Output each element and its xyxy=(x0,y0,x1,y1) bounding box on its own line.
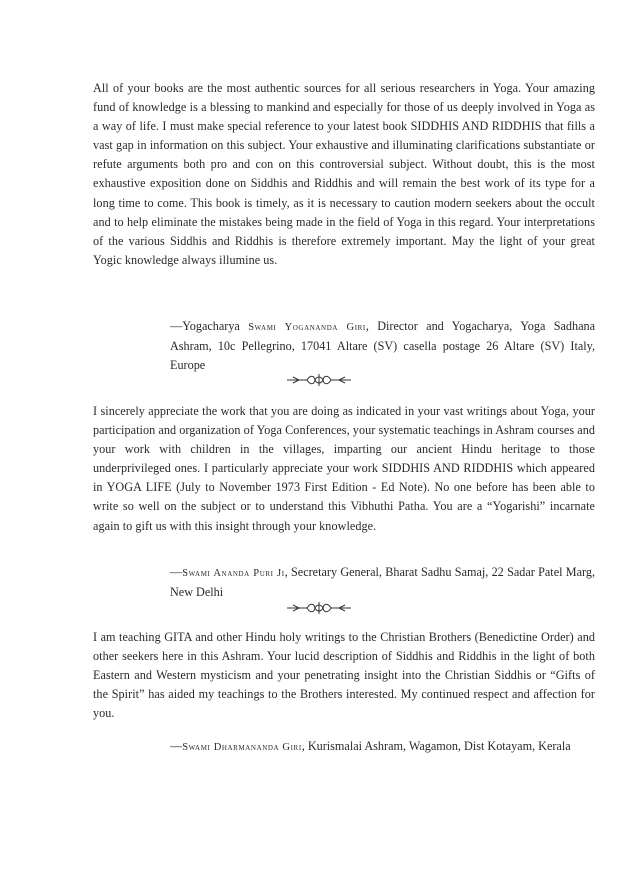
signature-prefix: —Yogacharya xyxy=(170,319,240,333)
signature-name: Swami Yogananda Giri xyxy=(248,322,366,333)
testimonial-signature xyxy=(170,737,595,757)
signature-details: , Secretary General, Bharat Sadhu Samaj, 22 Sadar Patel Marg, New Delhi xyxy=(170,565,596,599)
testimonial-signature xyxy=(170,317,595,375)
floral-divider-icon xyxy=(0,600,638,618)
testimonial-signature xyxy=(170,563,595,602)
signature-prefix: — xyxy=(170,565,183,579)
signature-details: , Kurismalai Ashram, Wagamon, Dist Kotayam, Kerala xyxy=(301,739,571,753)
testimonial-body: All of your books are the most authentic sources for all serious researchers in Yoga. Your amazing fund of knowledge is a blessing to mankind and especially for those of us deeply involved in Yoga as a way of life. I must make special reference to your latest book SIDDHIS AND RIDDHIS that fills a vast gap in information on this subject. Your exhaustive and illuminating clarifications substantiate or refute arguments both pro and con on this controversial subject. Without doubt, this is the most exhaustive exposition done on Siddhis and Riddhis and will remain the best work of its type for a long time to come. This book is timely, as it is necessary to caution modern seekers about the occult and to help eliminate the mistakes being made in the field of Yoga in this regard. Your interpretations of the various Siddhis and Riddhis is therefore extremely important. May the light of your great Yogic knowledge always illumine us. xyxy=(93,81,595,267)
signature-name: Swami Dharmananda Giri xyxy=(182,742,302,753)
testimonial-body: I am teaching GITA and other Hindu holy writings to the Christian Brothers (Benedictine Order) and other seekers here in this Ashram. Your lucid description of Siddhis and Riddhis in the light of both Eastern and Western mysticism and your penetrating insight into the Christian Siddhis or “Gifts of the Spirit” has aided my teachings to the Brothers interested. My continued respect and affection for you. xyxy=(93,630,595,721)
signature-name: Swami Ananda Puri Ji xyxy=(182,568,285,579)
signature-details: , Director and Yogacharya, Yoga Sadhana Ashram, 10c Pellegrino, 17041 Altare (SV) casella postage 26 Altare (SV) Italy, Europe xyxy=(170,319,595,372)
floral-divider-icon xyxy=(0,372,638,390)
testimonial-body: I sincerely appreciate the work that you are doing as indicated in your vast writings about Yoga, your participation and organization of Yoga Conferences, your systematic teachings in Ashram courses and your work with children in the villages, imparting our ancient Hindu heritage to those underprivileged ones. I particularly appreciate your work SIDDHIS AND RIDDHIS which appeared in YOGA LIFE (July to November 1973 First Edition - Ed Note). No one before has been able to write so well on the subject or to understand this Vibhuthi Patha. You are a “Yogarishi” incarnate again to gift us with this insight through your knowledge. xyxy=(93,404,595,533)
signature-prefix: — xyxy=(170,739,183,753)
